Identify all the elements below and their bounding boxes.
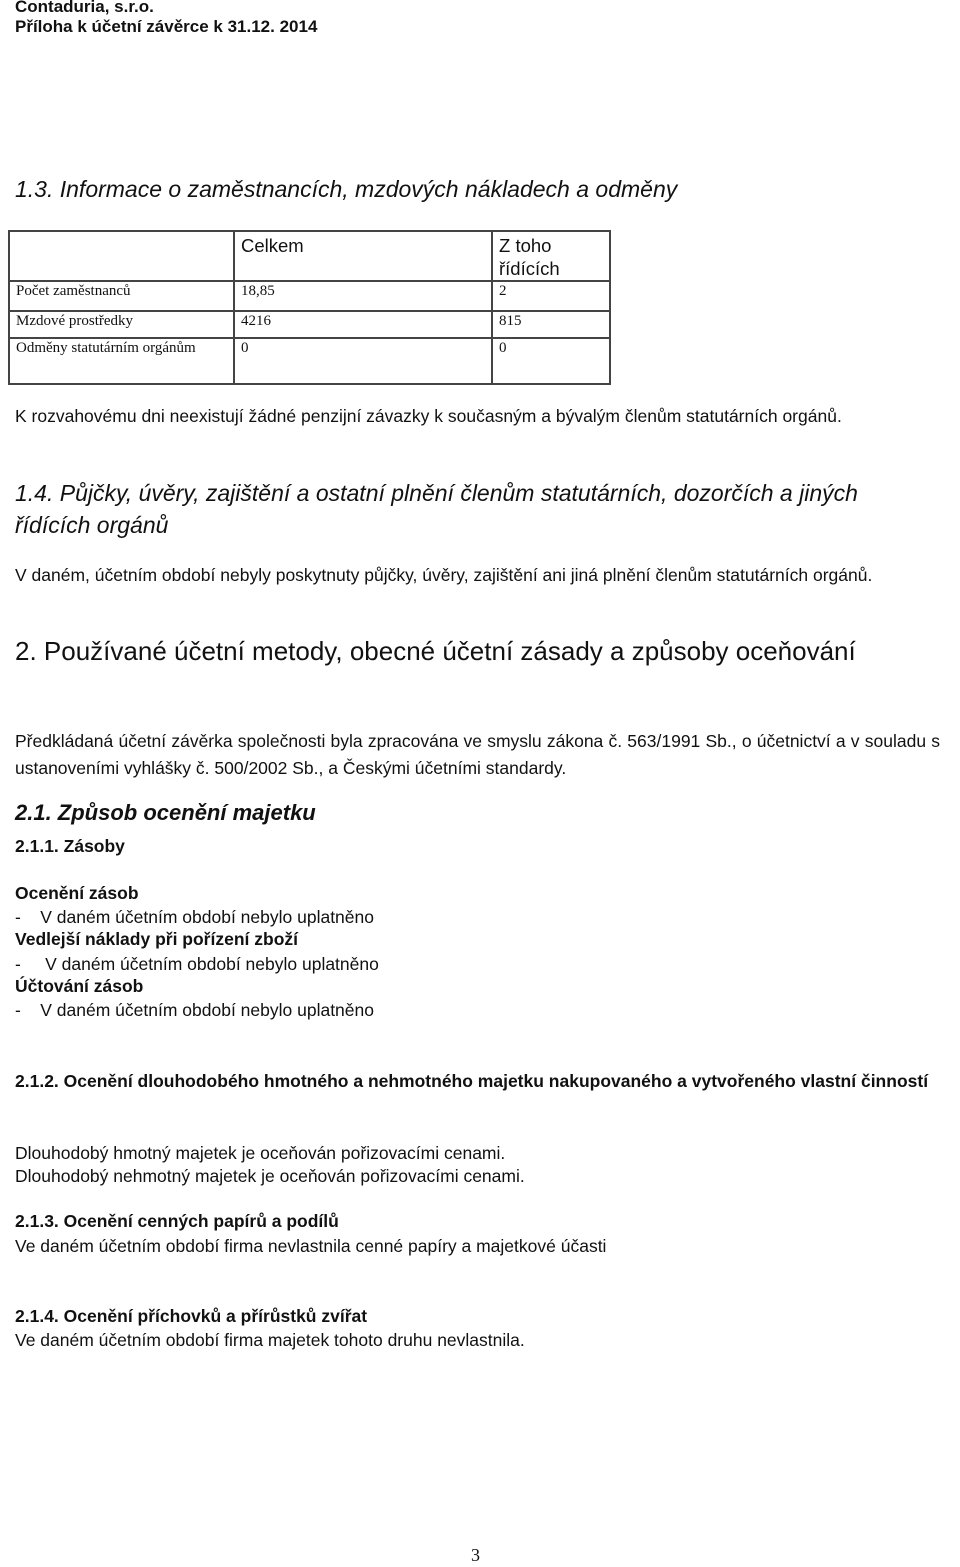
company-name: Contaduria, s.r.o.	[15, 0, 154, 16]
row-label: Mzdové prostředky	[9, 311, 234, 338]
table-row	[9, 338, 610, 384]
row-managers: 0	[492, 338, 610, 384]
row-total: 18,85	[234, 281, 492, 311]
section-1-3-title: 1.3. Informace o zaměstnancích, mzdových nákladech a odměny	[15, 176, 678, 202]
page-number: 3	[471, 1545, 480, 1565]
section-2-1-2-title: 2.1.2. Ocenění dlouhodobého hmotného a nehmotného majetku nakupovaného a vytvořeného vlastní činností	[15, 1071, 929, 1091]
row-managers: 2	[492, 281, 610, 311]
tangible-assets-text: Dlouhodobý hmotný majetek je oceňován pořizovacími cenami.	[15, 1143, 506, 1163]
section-2-1-4-title: 2.1.4. Ocenění příchovků a přírůstků zvířat	[15, 1306, 368, 1326]
inventory-accounting-heading: Účtování zásob	[15, 976, 144, 996]
pension-note: K rozvahovému dni neexistují žádné penzijní závazky k současným a bývalým členům statutárních orgánů.	[15, 406, 842, 426]
livestock-text: Ve daném účetním období firma majetek tohoto druhu nevlastnila.	[15, 1330, 525, 1350]
row-label: Počet zaměstnanců	[9, 281, 234, 311]
acquisition-costs-text: - V daném účetním období nebylo uplatněno	[15, 954, 379, 974]
securities-text: Ve daném účetním období firma nevlastnila cenné papíry a majetkové účasti	[15, 1236, 607, 1256]
intangible-assets-text: Dlouhodobý nehmotný majetek je oceňován pořizovacími cenami.	[15, 1166, 525, 1186]
section-1-4-text: V daném, účetním období nebyly poskytnuty půjčky, úvěry, zajištění ani jiná plnění členům statutárních orgánů.	[15, 565, 873, 585]
table-header-total: Celkem	[234, 231, 492, 281]
section-2-title: 2. Používané účetní metody, obecné účetní zásady a způsoby oceňování	[15, 636, 856, 666]
row-label: Odměny statutárním orgánům	[9, 338, 234, 384]
inventory-valuation-text: - V daném účetním období nebylo uplatněno	[15, 907, 374, 927]
employee-table	[8, 230, 611, 385]
document-subtitle: Příloha k účetní závěrce k 31.12. 2014	[15, 17, 318, 36]
table-header-blank	[9, 231, 234, 281]
row-total: 4216	[234, 311, 492, 338]
table-header-managers: Z toho řídících	[492, 231, 610, 281]
section-1-4-title: 1.4. Půjčky, úvěry, zajištění a ostatní plnění členům statutárních, dozorčích a jiných řídících orgánů	[15, 480, 858, 538]
inventory-accounting-text: - V daném účetním období nebylo uplatněno	[15, 1000, 374, 1020]
row-managers: 815	[492, 311, 610, 338]
acquisition-costs-heading: Vedlejší náklady při pořízení zboží	[15, 929, 298, 949]
section-2-text: Předkládaná účetní závěrka společnosti byla zpracována ve smyslu zákona č. 563/1991 Sb., o účetnictví a v souladu s ustanoveními vyhlášky č. 500/2002 Sb., a Českými účetními standardy.	[15, 731, 940, 778]
row-total: 0	[234, 338, 492, 384]
section-2-1-1-title: 2.1.1. Zásoby	[15, 836, 125, 856]
inventory-valuation-heading: Ocenění zásob	[15, 883, 139, 903]
table-row	[9, 311, 610, 338]
section-2-1-title: 2.1. Způsob ocenění majetku	[15, 800, 316, 825]
table-row	[9, 281, 610, 311]
table-header-row	[9, 231, 610, 281]
section-2-1-3-title: 2.1.3. Ocenění cenných papírů a podílů	[15, 1211, 339, 1231]
